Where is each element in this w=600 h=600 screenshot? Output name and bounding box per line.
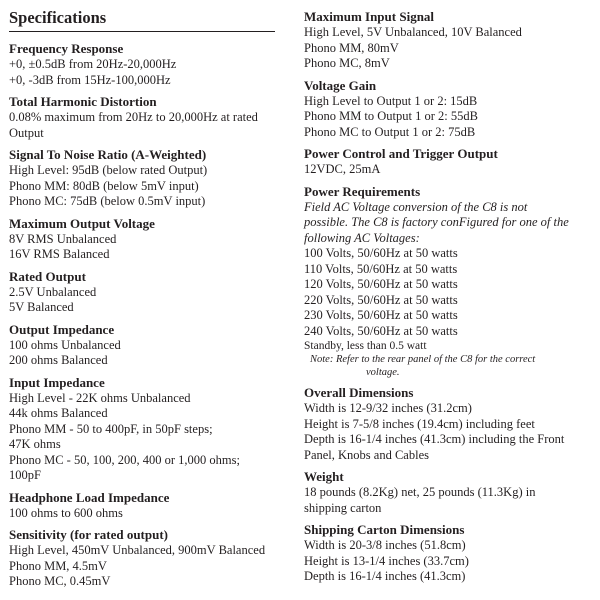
spec-line: 47K ohms: [9, 437, 61, 451]
spec-line: Depth is 16-1/4 inches (41.3cm): [304, 569, 466, 583]
section-heading: Overall Dimensions: [304, 385, 414, 400]
spec-line: +0, -3dB from 15Hz-100,000Hz: [9, 72, 171, 87]
section-heading: Headphone Load Impedance: [9, 489, 170, 505]
section-heading: Input Impedance: [9, 374, 105, 390]
section-heading: Weight: [304, 469, 344, 484]
input-impedance-section: [9, 375, 277, 484]
spec-line: Width is 12-9/32 inches (31.2cm): [304, 401, 472, 415]
section-heading: Output Impedance: [9, 321, 115, 337]
spec-line: High Level: 95dB (below rated Output): [9, 163, 208, 177]
spec-line: High Level, 450mV Unbalanced, 900mV Balanced: [9, 543, 266, 557]
spec-line: 16V RMS Balanced: [9, 247, 110, 261]
section-heading: Signal To Noise Ratio (A-Weighted): [9, 147, 207, 162]
spec-line: High Level to Output 1 or 2: 15dB: [304, 93, 478, 108]
spec-line: Phono MM - 50 to 400pF, in 50pF steps;: [9, 421, 213, 436]
overall-dimensions-section: [304, 385, 594, 463]
spec-line: 100 ohms Unbalanced: [9, 337, 121, 352]
spec-line: +0, ±0.5dB from 20Hz-20,000Hz: [9, 57, 177, 71]
spec-italic-line: following AC Voltages:: [304, 230, 420, 245]
spec-line: Phono MM: 80dB (below 5mV input): [9, 178, 199, 193]
spec-line: 120 Volts, 50/60Hz at 50 watts: [304, 277, 458, 291]
spec-line: 100 Volts, 50/60Hz at 50 watts: [304, 246, 458, 260]
sensitivity-section: [9, 527, 277, 590]
spec-line: 230 Volts, 50/60Hz at 50 watts: [304, 308, 458, 322]
spec-line: 2.5V Unbalanced: [9, 284, 97, 299]
left-column: [9, 0, 277, 590]
rated-output-section: [9, 269, 277, 316]
spec-line: 18 pounds (8.2Kg) net, 25 pounds (11.3Kg) in: [304, 485, 536, 499]
spec-italic-line: Field AC Voltage conversion of the C8 is not: [304, 199, 528, 214]
weight-section: [304, 469, 594, 516]
headphone-load-impedance-section: [9, 490, 277, 522]
spec-line: High Level, 5V Unbalanced, 10V Balanced: [304, 25, 522, 39]
voltage-gain-section: [304, 78, 594, 141]
spec-line: Phono MM, 4.5mV: [9, 558, 107, 573]
spec-line: Height is 7-5/8 inches (19.4cm) including feet: [304, 416, 535, 431]
spec-line: 100pF: [9, 468, 41, 482]
section-heading: Power Requirements: [304, 183, 421, 199]
spec-line: 0.08% maximum from 20Hz to 20,000Hz at rated: [9, 110, 258, 124]
spec-line: Phono MM to Output 1 or 2: 55dB: [304, 109, 478, 123]
spec-line: Phono MC to Output 1 or 2: 75dB: [304, 124, 476, 139]
page-title: Specifications: [9, 8, 275, 32]
section-heading: Maximum Input Signal: [304, 9, 435, 24]
standby-line: Standby, less than 0.5 watt: [304, 340, 427, 352]
spec-line: High Level - 22K ohms Unbalanced: [9, 390, 191, 405]
spec-line: Depth is 16-1/4 inches (41.3cm) including the Front: [304, 432, 565, 446]
output-impedance-section: [9, 322, 277, 369]
shipping-carton-dimensions-section: [304, 522, 594, 585]
section-heading: Sensitivity (for rated output): [9, 527, 169, 542]
section-heading: Rated Output: [9, 268, 86, 284]
spec-line: Height is 13-1/4 inches (33.7cm): [304, 553, 469, 568]
spec-line: 8V RMS Unbalanced: [9, 231, 117, 246]
spec-line: Phono MM, 80mV: [304, 40, 399, 55]
power-requirements-section: [304, 184, 594, 380]
section-heading: Maximum Output Voltage: [9, 215, 155, 231]
section-heading: Total Harmonic Distortion: [9, 94, 157, 109]
spec-line: 240 Volts, 50/60Hz at 50 watts: [304, 323, 458, 338]
spec-line: Phono MC: 75dB (below 0.5mV input): [9, 194, 206, 208]
spec-line: Output: [9, 125, 44, 140]
spec-line: 220 Volts, 50/60Hz at 50 watts: [304, 292, 458, 307]
section-heading: Frequency Response: [9, 41, 124, 56]
spec-line: Phono MC, 8mV: [304, 56, 390, 70]
right-column: [304, 0, 594, 585]
spec-line: Panel, Knobs and Cables: [304, 447, 429, 462]
spec-line: shipping carton: [304, 500, 382, 515]
thd-section: [9, 94, 277, 141]
spec-line: 100 ohms to 600 ohms: [9, 505, 123, 520]
snr-section: [9, 147, 277, 210]
section-heading: Voltage Gain: [304, 77, 377, 93]
note-text: Note: Refer to the rear panel of the C8 for the correct: [310, 354, 536, 365]
spec-line: 110 Volts, 50/60Hz at 50 watts: [304, 261, 458, 276]
spec-italic-line: possible. The C8 is factory conFigured for one of the: [304, 215, 569, 229]
power-control-section: [304, 146, 594, 178]
note-text: voltage.: [366, 367, 400, 378]
section-heading: Power Control and Trigger Output: [304, 146, 498, 161]
voltage-note: [304, 353, 594, 379]
spec-line: 44k ohms Balanced: [9, 406, 108, 420]
section-heading: Shipping Carton Dimensions: [304, 522, 465, 537]
spec-line: Phono MC - 50, 100, 200, 400 or 1,000 ohms;: [9, 452, 240, 467]
spec-line: 12VDC, 25mA: [304, 162, 381, 176]
spec-line: 200 ohms Balanced: [9, 353, 108, 367]
spec-line: 5V Balanced: [9, 300, 74, 314]
max-output-voltage-section: [9, 216, 277, 263]
spec-line: Phono MC, 0.45mV: [9, 574, 111, 588]
frequency-response-section: [9, 41, 277, 88]
spec-line: Width is 20-3/8 inches (51.8cm): [304, 538, 466, 552]
max-input-signal-section: [304, 9, 594, 72]
